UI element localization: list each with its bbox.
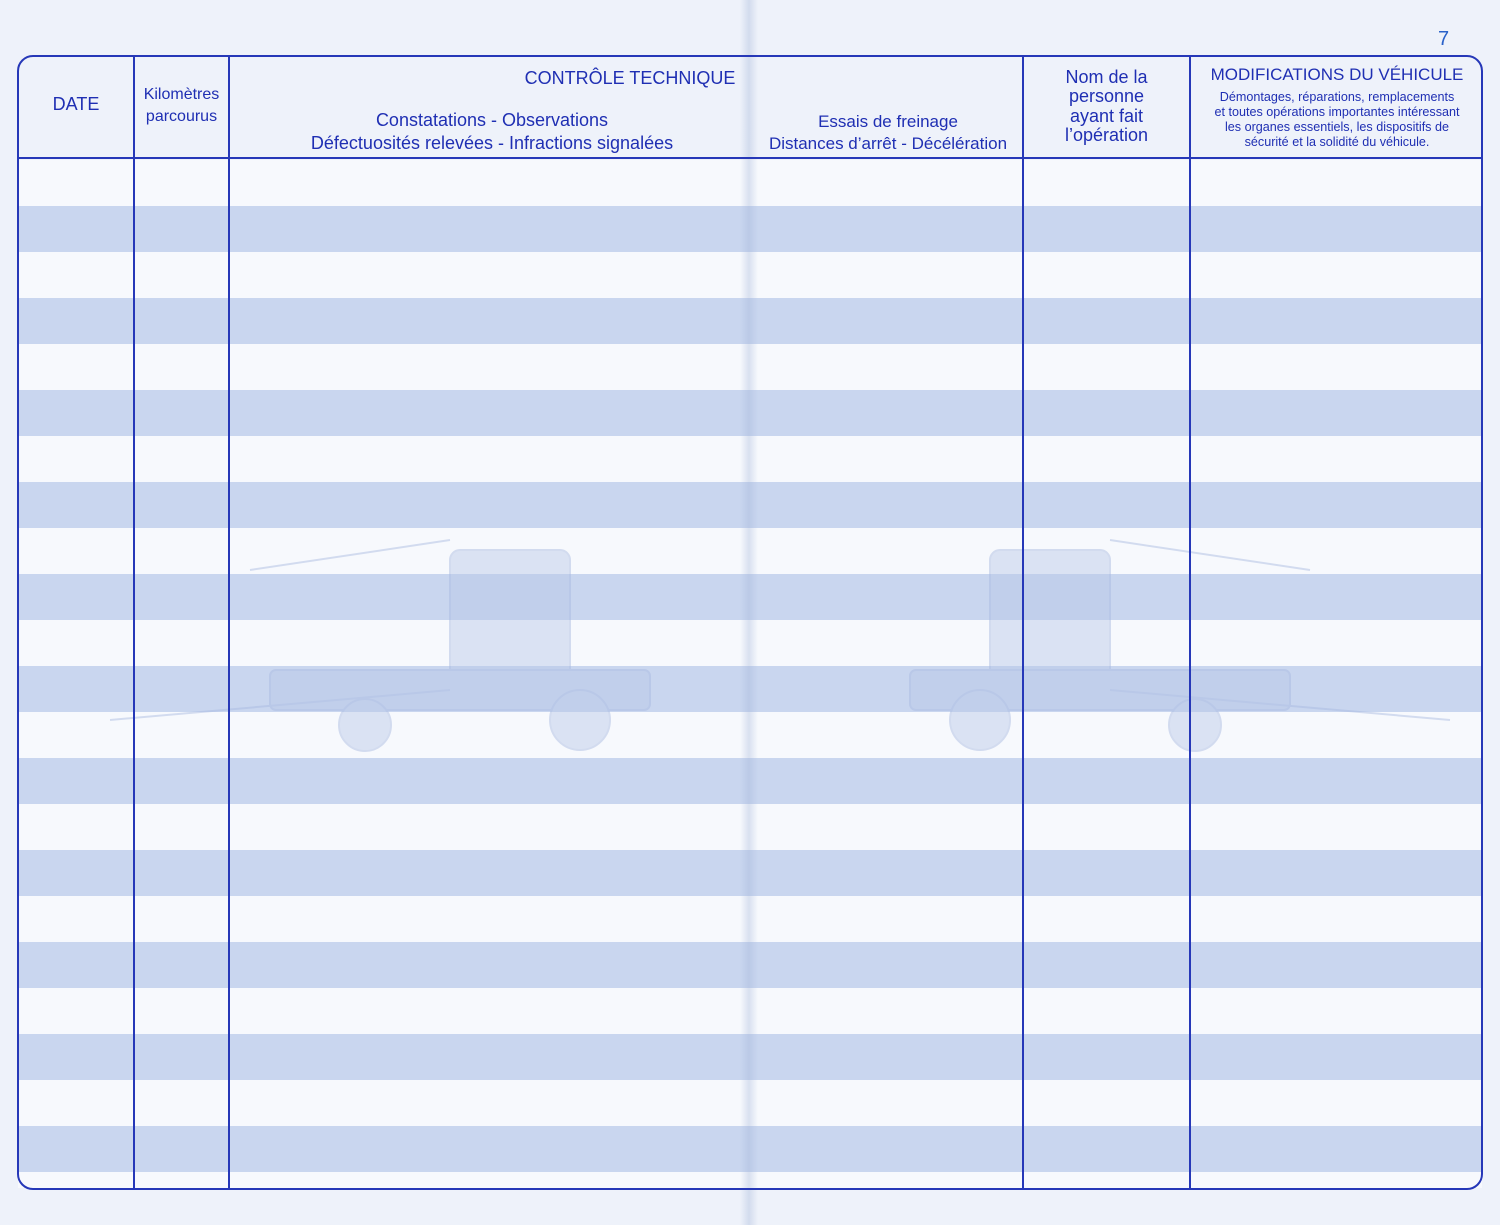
column-divider-name — [1189, 55, 1191, 1190]
logbook-table-frame — [17, 55, 1483, 1190]
operator-label-line1: Nom de la — [1065, 67, 1148, 87]
modifications-desc-line4: sécurité et la solidité du véhicule. — [1244, 134, 1430, 149]
column-divider-km — [228, 55, 230, 1190]
kilometres-label-line1: Kilomètres — [143, 86, 220, 103]
kilometres-label-line2: parcourus — [145, 108, 218, 126]
operator-label-line2: personne — [1068, 86, 1145, 107]
column-header-kilometres — [135, 84, 228, 129]
operator-label-line4: l’opération — [1064, 125, 1149, 146]
column-divider-date — [133, 55, 135, 1190]
operator-label-line3: ayant fait — [1069, 105, 1144, 126]
column-header-vehicle-modifications: MODIFICATIONS DU VÉHICULE — [1210, 65, 1464, 84]
column-divider-brake — [1022, 55, 1024, 1190]
defects-label: Défectuosités relevées - Infractions signalées — [310, 133, 674, 153]
header-divider — [17, 157, 1483, 159]
modifications-desc-line2: et toutes opérations importantes intéressant — [1214, 104, 1460, 119]
column-header-technical-inspection: CONTRÔLE TECHNIQUE — [524, 68, 736, 88]
brake-test-label: Essais de freinage — [818, 112, 958, 131]
modifications-desc-line3: les organes essentiels, les dispositifs de — [1224, 119, 1449, 134]
vehicle-modifications-description — [1191, 90, 1483, 149]
page-number: 7 — [1438, 28, 1450, 50]
modifications-desc-line1: Démontages, réparations, remplacements — [1219, 90, 1455, 104]
column-header-date: DATE — [52, 94, 100, 114]
stopping-distance-label: Distances d’arrêt - Décélération — [768, 134, 1008, 153]
observations-label: Constatations - Observations — [375, 110, 609, 130]
column-header-operator-name — [1024, 68, 1189, 146]
